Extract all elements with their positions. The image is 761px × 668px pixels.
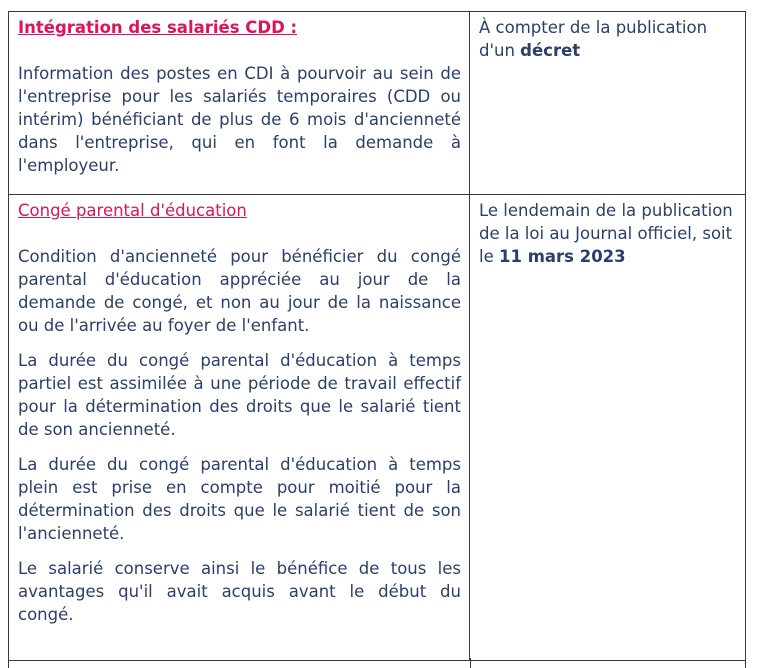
effective-date-cell bbox=[470, 12, 746, 194]
effective-date-emphasis: 11 mars 2023 bbox=[498, 247, 626, 266]
table-row bbox=[8, 194, 746, 661]
effective-date-emphasis: décret bbox=[520, 41, 581, 60]
table-row bbox=[8, 11, 746, 194]
measure-paragraph: Information des postes en CDI à pourvoir au sein de l'entreprise pour les salariés temporaires (CDD ou intérim) bénéficiant de plus de 6 mois d'ancienneté dans l'entreprise, qui en font la demande à l'employeur. bbox=[18, 64, 461, 175]
measure-paragraph: La durée du congé parental d'éducation à temps partiel est assimilée à une période de travail effectif pour la détermination des droits que le salarié tient de son ancienneté. bbox=[18, 351, 461, 439]
effective-date-cell bbox=[470, 195, 746, 660]
effective-date-text: À compter de la publication d'un bbox=[479, 18, 708, 60]
measure-title: Intégration des salariés CDD : bbox=[18, 18, 298, 37]
measure-paragraph: Le salarié conserve ainsi le bénéfice de tous les avantages qu'il avait acquis avant le début du congé. bbox=[18, 559, 461, 624]
measure-cell bbox=[8, 195, 470, 660]
next-row-edge bbox=[8, 658, 746, 668]
measure-paragraph: La durée du congé parental d'éducation à temps plein est prise en compte pour moitié pour la détermination des droits que le salarié tient de son l'ancienneté. bbox=[18, 455, 461, 543]
measure-title: Congé parental d'éducation bbox=[18, 201, 247, 220]
column-divider bbox=[470, 658, 471, 668]
measure-paragraph: Condition d'ancienneté pour bénéficier du congé parental d'éducation appréciée au jour de la demande de congé, et non au jour de la naissance ou de l'arrivée au foyer de l'enfant. bbox=[18, 247, 461, 335]
measure-cell bbox=[8, 12, 470, 194]
effective-date-text: Le lendemain de la publication de la loi au Journal officiel, soit le bbox=[479, 201, 733, 266]
measures-table bbox=[8, 11, 746, 661]
